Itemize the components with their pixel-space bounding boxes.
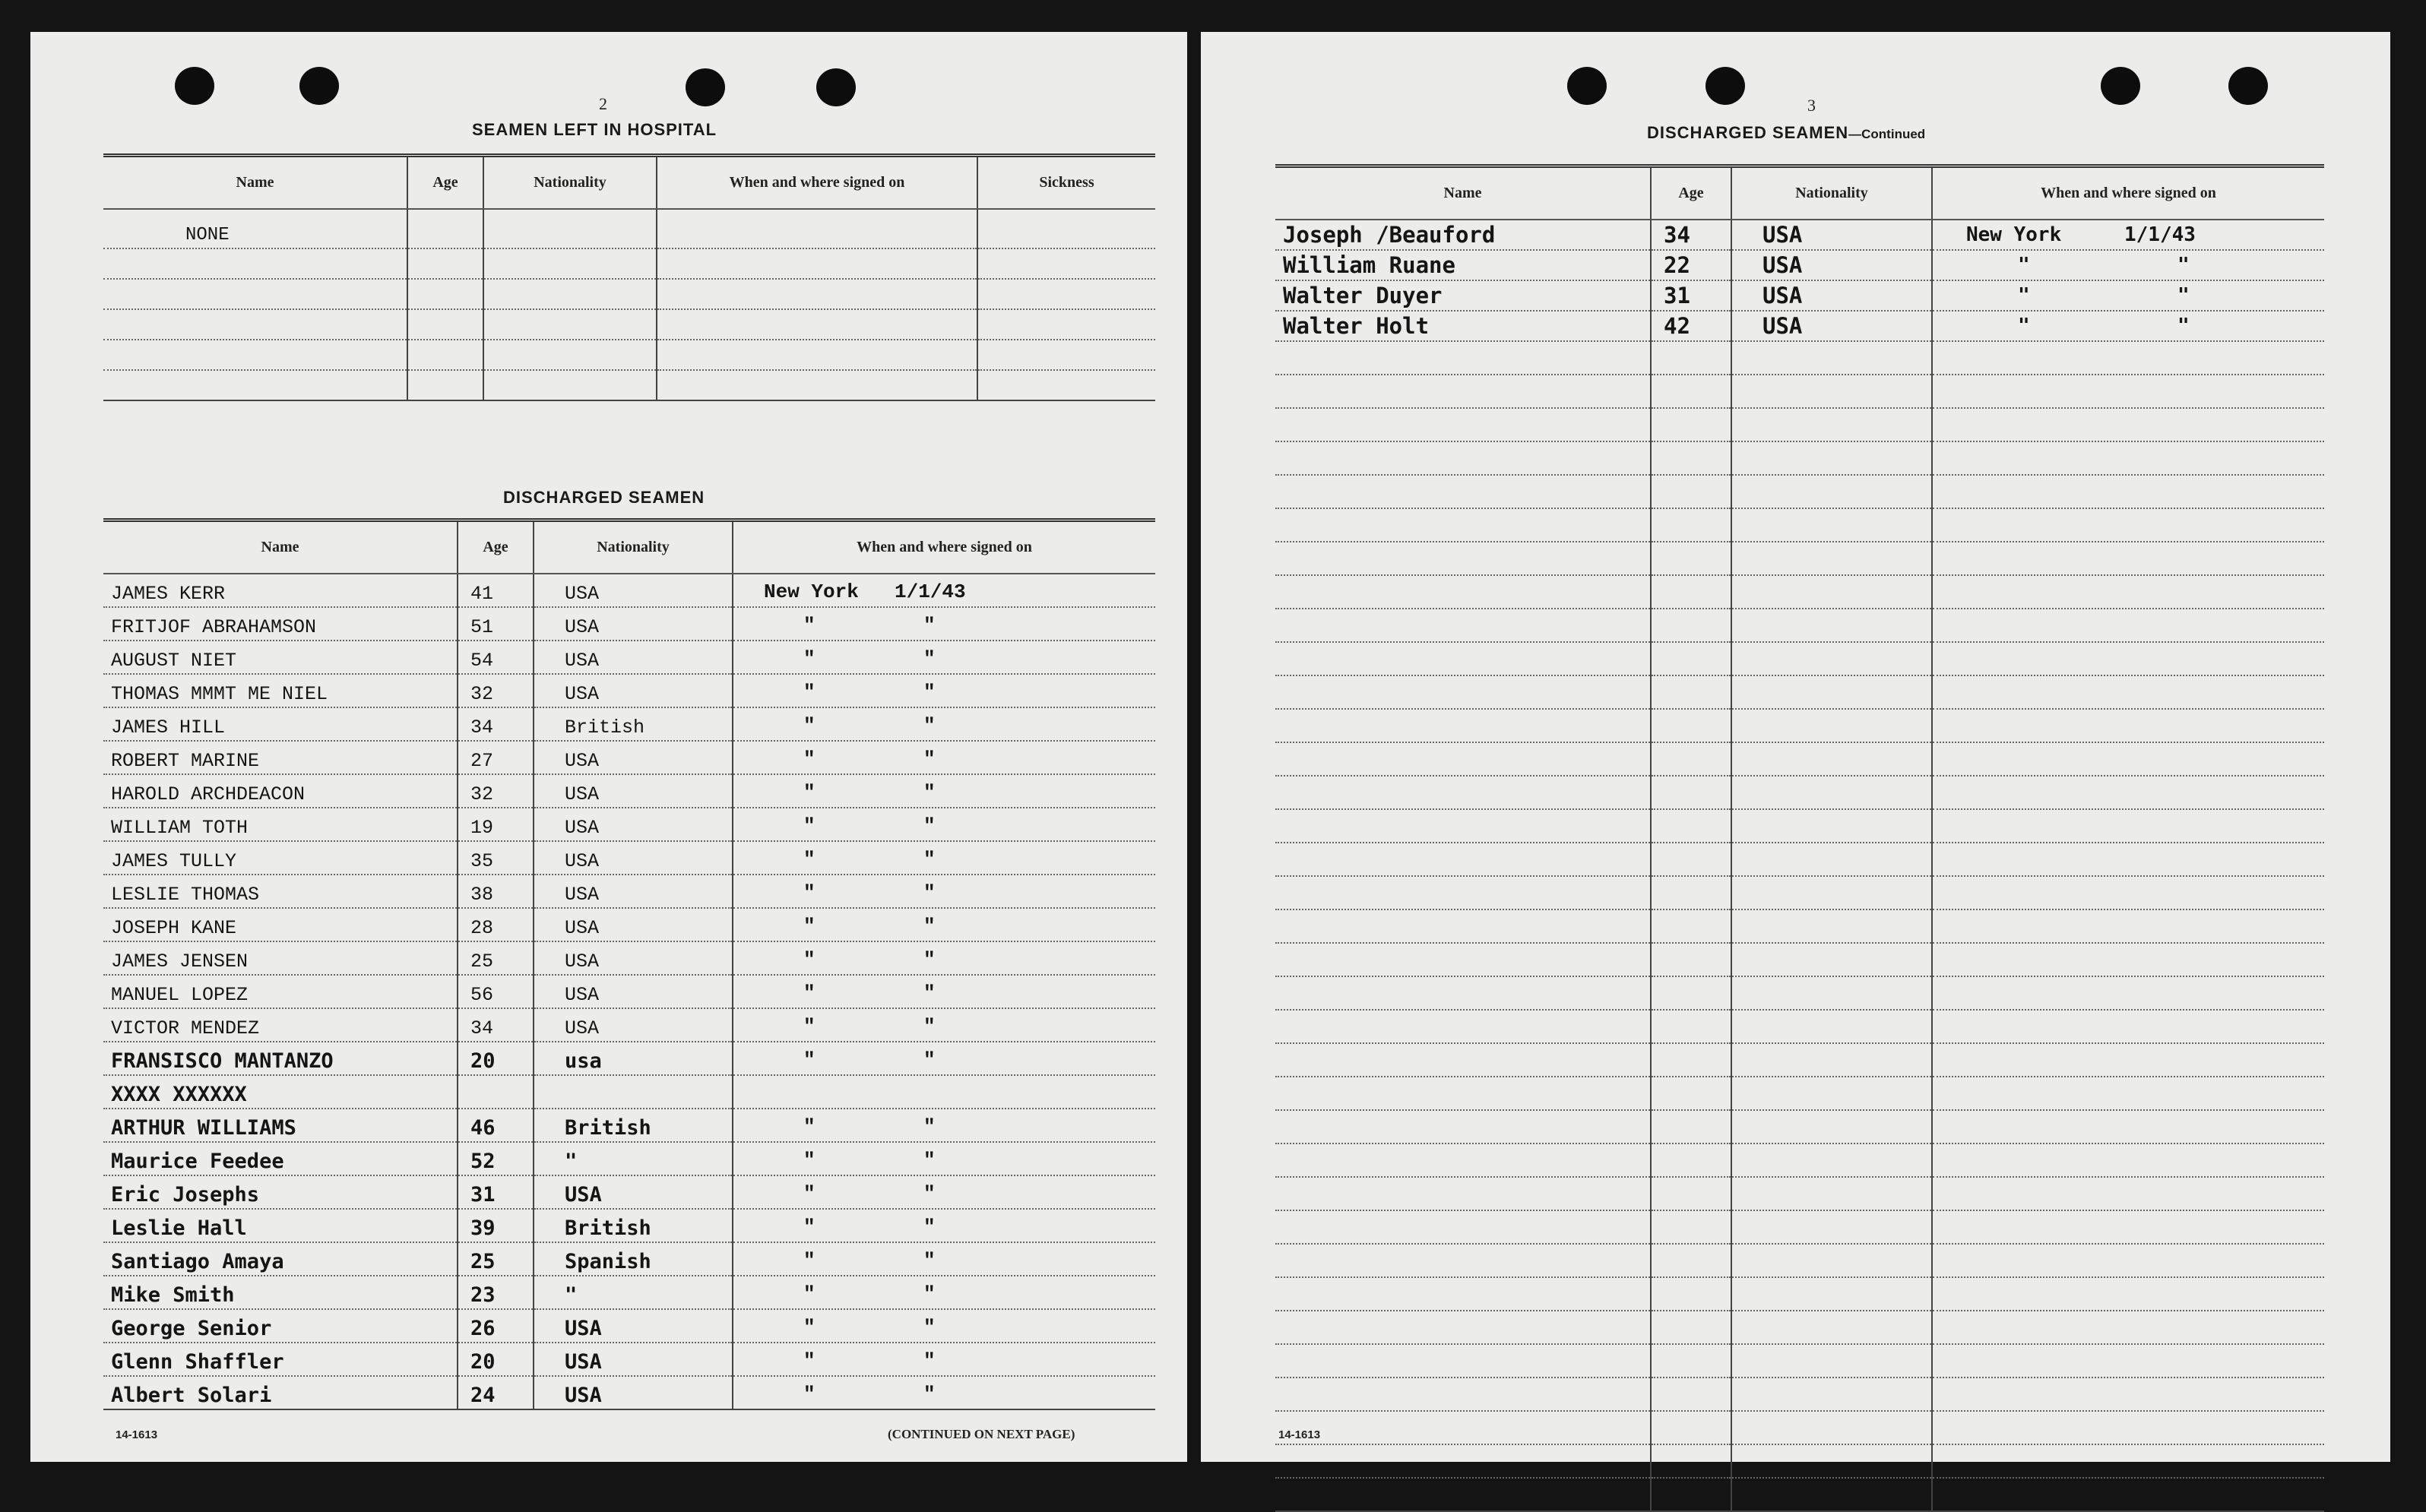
blank-row	[1275, 1378, 2324, 1411]
column-header: When and where signed on	[1932, 166, 2324, 220]
signed-on-place: "	[803, 1382, 816, 1406]
blank-row	[103, 370, 1155, 400]
title-text: DISCHARGED SEAMEN	[1647, 123, 1849, 142]
column-header: Nationality	[483, 156, 657, 209]
empty-cell	[657, 209, 977, 248]
discharged-continued-table	[1275, 164, 2324, 1512]
table-row	[1275, 280, 2324, 311]
name-cell: THOMAS MMMT ME NIEL	[103, 674, 458, 707]
signed-on-place: "	[803, 881, 816, 904]
signed-on-place: "	[803, 613, 816, 637]
table-row	[103, 1142, 1155, 1175]
signed-on-cell	[733, 1309, 1155, 1343]
table-row	[103, 1109, 1155, 1142]
page-number: 3	[1807, 96, 1816, 115]
signed-on-cell	[733, 774, 1155, 808]
nationality-cell: USA	[534, 941, 733, 975]
nationality-cell: USA	[534, 741, 733, 774]
signed-on-place: "	[803, 1014, 816, 1038]
signed-on-cell	[733, 1276, 1155, 1309]
blank-row	[1275, 709, 2324, 742]
blank-row	[1275, 1277, 2324, 1311]
signed-on-date: "	[923, 713, 936, 737]
signed-on-date: "	[923, 881, 936, 904]
punch-hole	[816, 68, 856, 106]
age-cell: 35	[458, 841, 534, 875]
name-cell: JAMES KERR	[103, 574, 458, 607]
name-cell: Albert Solari	[103, 1376, 458, 1409]
nationality-cell: British	[534, 1109, 733, 1142]
blank-row	[1275, 1077, 2324, 1110]
hospital-entry: NONE	[103, 209, 407, 248]
continued-note: (CONTINUED ON NEXT PAGE)	[888, 1427, 1075, 1441]
punch-hole	[2228, 67, 2268, 105]
signed-on-date: "	[923, 914, 936, 938]
signed-on-cell	[733, 1075, 1155, 1109]
signed-on-place: "	[803, 814, 816, 837]
blank-row	[1275, 1210, 2324, 1244]
nationality-cell: USA	[534, 1376, 733, 1409]
age-cell: 19	[458, 808, 534, 841]
empty-cell	[407, 209, 483, 248]
blank-row	[1275, 341, 2324, 375]
punch-hole	[1705, 67, 1745, 105]
blank-row	[1275, 1010, 2324, 1043]
age-cell: 22	[1651, 250, 1731, 280]
signed-on-date: "	[923, 1382, 936, 1406]
signed-on-cell	[1932, 250, 2324, 280]
blank-row	[103, 248, 1155, 279]
table-row	[103, 607, 1155, 641]
signed-on-place: "	[803, 1248, 816, 1272]
table-row	[103, 1042, 1155, 1075]
column-header: When and where signed on	[657, 156, 977, 209]
signed-on-place: "	[803, 1215, 816, 1238]
age-cell: 26	[458, 1309, 534, 1343]
blank-row	[1275, 943, 2324, 976]
column-header: Name	[103, 520, 458, 574]
blank-row	[1275, 1244, 2324, 1277]
column-header: When and where signed on	[733, 520, 1155, 574]
signed-on-date: 1/1/43	[2124, 223, 2196, 246]
column-header: Age	[407, 156, 483, 209]
signed-on-place: "	[803, 647, 816, 670]
table-row	[103, 741, 1155, 774]
nationality-cell	[534, 1075, 733, 1109]
blank-row	[1275, 575, 2324, 609]
signed-on-date: "	[923, 1315, 936, 1339]
table-row	[103, 841, 1155, 875]
name-cell: ARTHUR WILLIAMS	[103, 1109, 458, 1142]
nationality-cell: Spanish	[534, 1242, 733, 1276]
name-cell: XXXX XXXXXX	[103, 1075, 458, 1109]
hospital-table	[103, 153, 1155, 401]
name-cell: Walter Holt	[1275, 311, 1651, 341]
signed-on-cell	[733, 574, 1155, 607]
name-cell: VICTOR MENDEZ	[103, 1008, 458, 1042]
nationality-cell: USA	[534, 574, 733, 607]
table-row	[103, 674, 1155, 707]
nationality-cell: British	[534, 1209, 733, 1242]
age-cell: 34	[458, 707, 534, 741]
column-header: Name	[1275, 166, 1651, 220]
age-cell: 34	[458, 1008, 534, 1042]
table-row	[1275, 220, 2324, 250]
column-header: Age	[458, 520, 534, 574]
age-cell: 34	[1651, 220, 1731, 250]
age-cell: 32	[458, 774, 534, 808]
age-cell: 20	[458, 1042, 534, 1075]
name-cell: WILLIAM TOTH	[103, 808, 458, 841]
signed-on-date: "	[923, 981, 936, 1004]
name-cell: Maurice Feedee	[103, 1142, 458, 1175]
signed-on-date: "	[923, 1282, 936, 1305]
signed-on-date: 1/1/43	[895, 580, 966, 603]
table-row	[1275, 311, 2324, 341]
table-row	[103, 1376, 1155, 1409]
signed-on-date: "	[923, 847, 936, 871]
signed-on-date: "	[923, 947, 936, 971]
punch-hole	[299, 67, 339, 105]
signed-on-date: "	[923, 613, 936, 637]
blank-row	[1275, 1110, 2324, 1143]
nationality-cell: "	[534, 1276, 733, 1309]
age-cell: 25	[458, 1242, 534, 1276]
table-row	[103, 1343, 1155, 1376]
signed-on-cell	[733, 1042, 1155, 1075]
nationality-cell: "	[534, 1142, 733, 1175]
table-row	[103, 641, 1155, 674]
nationality-cell: USA	[534, 908, 733, 941]
signed-on-cell	[733, 674, 1155, 707]
name-cell: JOSEPH KANE	[103, 908, 458, 941]
signed-on-place: "	[803, 680, 816, 704]
name-cell: Glenn Shaffler	[103, 1343, 458, 1376]
name-cell: Santiago Amaya	[103, 1242, 458, 1276]
name-cell: MANUEL LOPEZ	[103, 975, 458, 1008]
discharged-table	[103, 518, 1155, 1410]
blank-row	[1275, 1478, 2324, 1511]
table-row	[103, 707, 1155, 741]
name-cell: JAMES JENSEN	[103, 941, 458, 975]
signed-on-date: "	[923, 814, 936, 837]
blank-row	[1275, 508, 2324, 542]
signed-on-cell	[733, 1008, 1155, 1042]
signed-on-date: "	[923, 1181, 936, 1205]
signed-on-date: "	[923, 1215, 936, 1238]
nationality-cell: USA	[534, 1309, 733, 1343]
name-cell: Joseph /Beauford	[1275, 220, 1651, 250]
blank-row	[1275, 1177, 2324, 1210]
signed-on-place: "	[803, 947, 816, 971]
blank-row	[1275, 1411, 2324, 1444]
punch-hole	[175, 67, 214, 105]
form-code: 14-1613	[1278, 1428, 1321, 1441]
signed-on-date: "	[923, 1349, 936, 1372]
table-row	[103, 875, 1155, 908]
age-cell: 25	[458, 941, 534, 975]
signed-on-place: "	[803, 1315, 816, 1339]
signed-on-date: "	[923, 1014, 936, 1038]
punch-hole	[686, 68, 725, 106]
age-cell: 31	[458, 1175, 534, 1209]
age-cell: 54	[458, 641, 534, 674]
nationality-cell: USA	[534, 808, 733, 841]
signed-on-cell	[733, 808, 1155, 841]
punch-hole	[2101, 67, 2140, 105]
signed-on-place: New York	[1966, 223, 2062, 246]
signed-on-place: "	[803, 747, 816, 770]
signed-on-date: "	[2177, 314, 2190, 337]
blank-row	[1275, 408, 2324, 441]
blank-row	[1275, 909, 2324, 943]
signed-on-place: New York	[764, 580, 859, 603]
nationality-cell: USA	[534, 1343, 733, 1376]
age-cell: 32	[458, 674, 534, 707]
name-cell: JAMES HILL	[103, 707, 458, 741]
age-cell: 23	[458, 1276, 534, 1309]
signed-on-cell	[733, 1242, 1155, 1276]
nationality-cell: USA	[534, 774, 733, 808]
column-header: Age	[1651, 166, 1731, 220]
signed-on-cell	[733, 941, 1155, 975]
table-row	[103, 774, 1155, 808]
age-cell: 51	[458, 607, 534, 641]
table-row	[103, 574, 1155, 607]
nationality-cell: USA	[534, 607, 733, 641]
age-cell: 42	[1651, 311, 1731, 341]
blank-row	[1275, 1143, 2324, 1177]
signed-on-date: "	[923, 780, 936, 804]
table-row	[1275, 250, 2324, 280]
age-cell: 56	[458, 975, 534, 1008]
blank-row	[1275, 1311, 2324, 1344]
nationality-cell: usa	[534, 1042, 733, 1075]
nationality-cell: USA	[534, 875, 733, 908]
age-cell: 38	[458, 875, 534, 908]
empty-cell	[483, 209, 657, 248]
blank-row	[1275, 642, 2324, 675]
name-cell: ROBERT MARINE	[103, 741, 458, 774]
blank-row	[1275, 843, 2324, 876]
blank-row	[1275, 375, 2324, 408]
blank-row	[1275, 776, 2324, 809]
column-header: Nationality	[1731, 166, 1932, 220]
blank-row	[1275, 742, 2324, 776]
title-suffix: —Continued	[1848, 127, 1926, 141]
table-row	[103, 209, 1155, 248]
discharged-section-title: DISCHARGED SEAMEN	[503, 488, 705, 507]
blank-row	[1275, 1344, 2324, 1378]
signed-on-date: "	[923, 1048, 936, 1071]
table-row	[103, 1209, 1155, 1242]
nationality-cell: USA	[534, 641, 733, 674]
age-cell: 20	[458, 1343, 534, 1376]
table-row	[103, 1242, 1155, 1276]
signed-on-place: "	[803, 981, 816, 1004]
age-cell: 39	[458, 1209, 534, 1242]
signed-on-place: "	[2018, 253, 2030, 277]
blank-row	[1275, 441, 2324, 475]
nationality-cell: USA	[534, 1175, 733, 1209]
signed-on-place: "	[803, 1148, 816, 1172]
nationality-cell: USA	[534, 674, 733, 707]
signed-on-date: "	[923, 647, 936, 670]
name-cell: FRITJOF ABRAHAMSON	[103, 607, 458, 641]
name-cell: George Senior	[103, 1309, 458, 1343]
table-row	[103, 1008, 1155, 1042]
name-cell: LESLIE THOMAS	[103, 875, 458, 908]
column-header: Nationality	[534, 520, 733, 574]
signed-on-place: "	[803, 713, 816, 737]
signed-on-cell	[733, 975, 1155, 1008]
blank-row	[1275, 675, 2324, 709]
table-row	[103, 975, 1155, 1008]
right-page	[1201, 32, 2390, 1462]
signed-on-cell	[733, 607, 1155, 641]
name-cell: Walter Duyer	[1275, 280, 1651, 311]
blank-row	[1275, 475, 2324, 508]
table-row	[103, 908, 1155, 941]
punch-hole	[1567, 67, 1607, 105]
blank-row	[103, 309, 1155, 340]
nationality-cell: USA	[534, 975, 733, 1008]
table-row	[103, 1175, 1155, 1209]
nationality-cell: USA	[534, 1008, 733, 1042]
signed-on-date: "	[923, 1115, 936, 1138]
signed-on-cell	[733, 741, 1155, 774]
table-row	[103, 941, 1155, 975]
blank-row	[1275, 542, 2324, 575]
name-cell: JAMES TULLY	[103, 841, 458, 875]
signed-on-cell	[733, 1376, 1155, 1409]
name-cell: HAROLD ARCHDEACON	[103, 774, 458, 808]
age-cell: 24	[458, 1376, 534, 1409]
signed-on-cell	[1932, 311, 2324, 341]
signed-on-place: "	[803, 1181, 816, 1205]
blank-row	[1275, 1444, 2324, 1478]
signed-on-place: "	[803, 780, 816, 804]
table-row	[103, 1075, 1155, 1109]
signed-on-place: "	[803, 914, 816, 938]
signed-on-place: "	[2018, 283, 2030, 307]
hospital-section-title: SEAMEN LEFT IN HOSPITAL	[472, 120, 717, 139]
table-row	[103, 808, 1155, 841]
blank-row	[103, 279, 1155, 309]
signed-on-cell	[733, 875, 1155, 908]
name-cell: Eric Josephs	[103, 1175, 458, 1209]
left-page	[30, 32, 1187, 1462]
signed-on-date: "	[923, 1248, 936, 1272]
column-header: Sickness	[977, 156, 1155, 209]
empty-cell	[977, 209, 1155, 248]
signed-on-place: "	[803, 1349, 816, 1372]
name-cell: William Ruane	[1275, 250, 1651, 280]
age-cell: 41	[458, 574, 534, 607]
page-number: 2	[599, 94, 607, 113]
nationality-cell: USA	[1731, 311, 1932, 341]
signed-on-cell	[733, 1142, 1155, 1175]
nationality-cell: USA	[1731, 250, 1932, 280]
signed-on-date: "	[2177, 253, 2190, 277]
discharged-continued-title	[1647, 123, 1925, 143]
signed-on-date: "	[2177, 283, 2190, 307]
signed-on-cell	[1932, 280, 2324, 311]
form-code: 14-1613	[116, 1428, 158, 1441]
blank-row	[103, 340, 1155, 370]
blank-row	[1275, 609, 2324, 642]
name-cell: AUGUST NIET	[103, 641, 458, 674]
age-cell: 46	[458, 1109, 534, 1142]
signed-on-place: "	[2018, 314, 2030, 337]
signed-on-cell	[733, 841, 1155, 875]
signed-on-date: "	[923, 1148, 936, 1172]
nationality-cell: USA	[534, 841, 733, 875]
signed-on-place: "	[803, 1282, 816, 1305]
nationality-cell: British	[534, 707, 733, 741]
signed-on-cell	[1932, 220, 2324, 250]
signed-on-date: "	[923, 747, 936, 770]
nationality-cell: USA	[1731, 220, 1932, 250]
signed-on-cell	[733, 641, 1155, 674]
signed-on-place: "	[803, 847, 816, 871]
blank-row	[1275, 1043, 2324, 1077]
signed-on-place: "	[803, 1115, 816, 1138]
signed-on-cell	[733, 1209, 1155, 1242]
signed-on-place: "	[803, 1048, 816, 1071]
table-row	[103, 1276, 1155, 1309]
signed-on-cell	[733, 908, 1155, 941]
age-cell: 52	[458, 1142, 534, 1175]
name-cell: Leslie Hall	[103, 1209, 458, 1242]
signed-on-date: "	[923, 680, 936, 704]
name-cell: FRANSISCO MANTANZO	[103, 1042, 458, 1075]
blank-row	[1275, 876, 2324, 909]
blank-row	[1275, 976, 2324, 1010]
signed-on-cell	[733, 707, 1155, 741]
nationality-cell: USA	[1731, 280, 1932, 311]
age-cell: 31	[1651, 280, 1731, 311]
signed-on-cell	[733, 1175, 1155, 1209]
signed-on-cell	[733, 1343, 1155, 1376]
blank-row	[1275, 809, 2324, 843]
age-cell: 28	[458, 908, 534, 941]
name-cell: Mike Smith	[103, 1276, 458, 1309]
age-cell: 27	[458, 741, 534, 774]
column-header: Name	[103, 156, 407, 209]
table-row	[103, 1309, 1155, 1343]
age-cell	[458, 1075, 534, 1109]
signed-on-cell	[733, 1109, 1155, 1142]
